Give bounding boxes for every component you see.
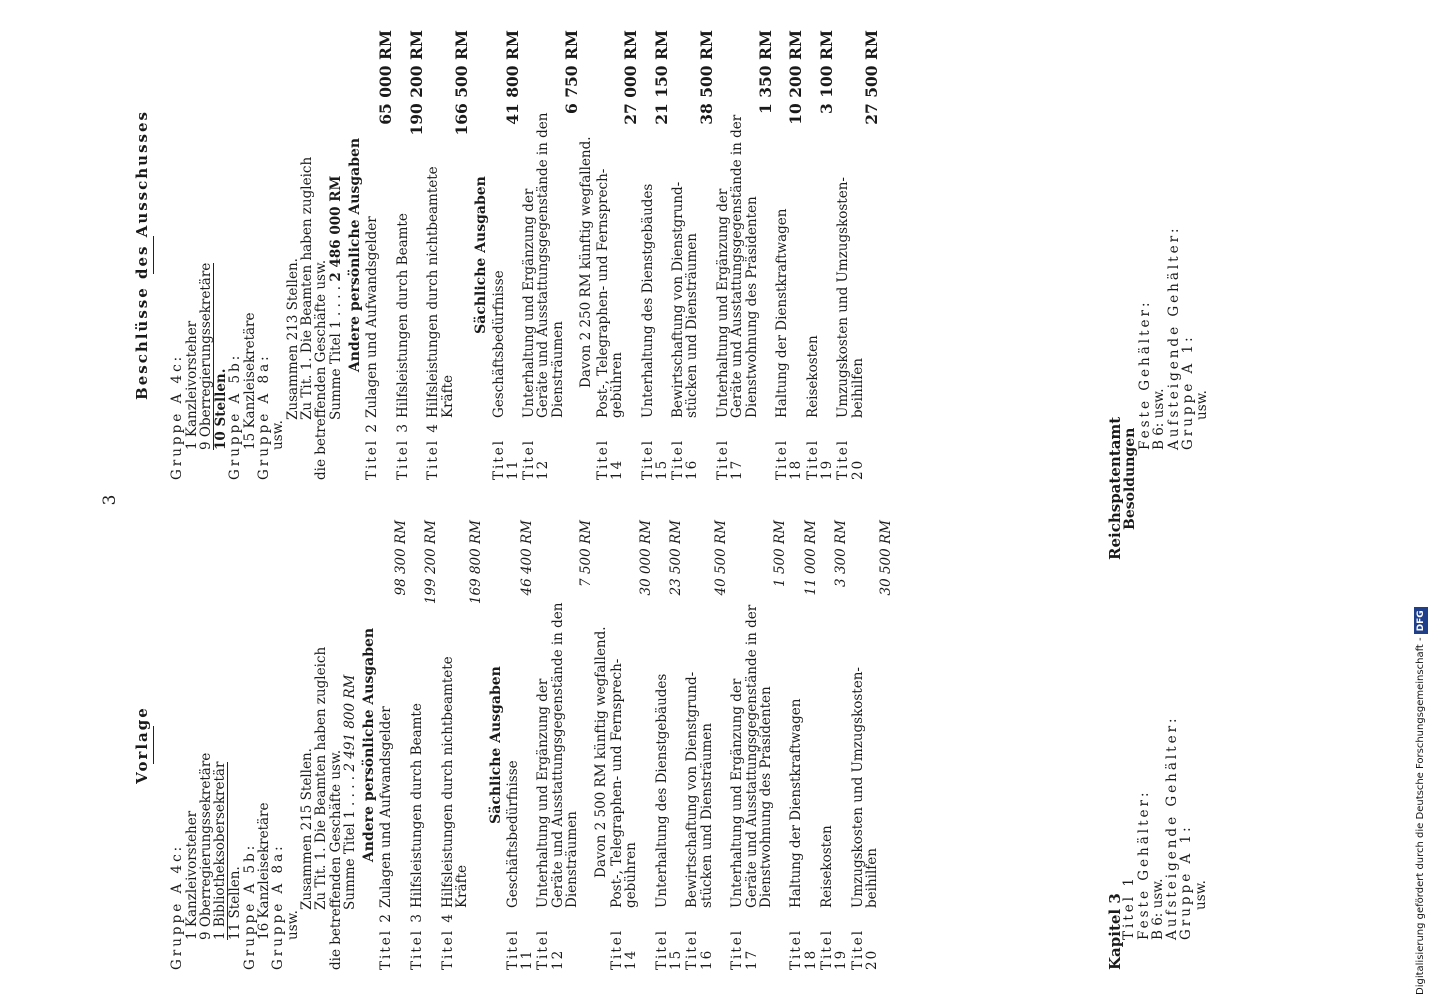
column-vorlage (135, 520, 894, 970)
together-line: Zusammen 213 Stellen. (284, 258, 301, 420)
chapter-line: usw. (1194, 390, 1211, 420)
group-title: Gruppe A 8a: (256, 353, 273, 480)
budget-entry: Titel 12 Unterhaltung und Ergänzung der Geräte und Ausstattungsgegenstände in den Diensträumen 7 500 RM Davon 2 500 RM künftig wegfallend. (535, 520, 609, 970)
group-line: usw. (284, 910, 301, 940)
budget-entry: Titel 2 Zulagen und Aufwandsgelder 65 000 RM (364, 30, 396, 480)
chapter-line: Gruppe A 1: (1178, 824, 1195, 940)
chapter-line: usw. (1192, 880, 1209, 910)
budget-entry: Titel 19 Reisekosten 3 100 RM (804, 30, 837, 480)
budget-entry: Titel 14 Post-, Telegraphen- und Fernsprech- gebühren 27 000 RM (594, 30, 641, 480)
note-line: die betreffenden Geschäfte usw. (313, 259, 330, 480)
sum-line: Summe Titel 1 . . . . 2 486 000 RM (327, 175, 344, 420)
chapter-title: Reichspatentamt (1106, 416, 1124, 560)
chapter-line: B 6: usw. (1149, 878, 1166, 940)
group-line: 1 Kanzleivorsteher (183, 810, 200, 940)
budget-entry: Titel 12 Unterhaltung und Ergänzung der Geräte und Ausstattungsgegenstände in den Diensträumen 6 750 RM Davon 2 250 RM künftig wegfallend. (521, 30, 595, 480)
chapter-line: Aufsteigende Gehälter: (1164, 715, 1181, 940)
section-heading: Sächliche Ausgaben (487, 666, 504, 824)
budget-entry: Titel 14 Post-, Telegraphen- und Fernsprech- gebühren 30 000 RM (608, 520, 654, 970)
chapter-line: Feste Gehälter: (1135, 789, 1152, 940)
group-line: 1 Kanzleivorsteher (183, 320, 200, 450)
credit-text: Digitalisierung gefördert durch die Deutsche Forschungsgemeinschaft - (1415, 637, 1426, 995)
budget-entry: Titel 15 Unterhaltung des Dienstgebäudes 21 150 RM (639, 30, 671, 480)
heading-rule (153, 236, 154, 274)
group-title: Gruppe A 4c: (169, 353, 186, 480)
column-beschluesse (135, 30, 879, 480)
section-heading: Andere persönliche Ausgaben (346, 137, 363, 373)
chapter-label: Kapitel 3 (1106, 893, 1124, 970)
budget-entry: Titel 18 Haltung der Dienstkraftwagen 11 000 RM (788, 520, 819, 970)
group-total: 10 Stellen. (213, 368, 230, 450)
group-line: 9 Oberregierungssekretäre (197, 262, 214, 450)
note-line: Zu Tit. 1. Die Beamten haben zugleich (313, 646, 330, 910)
column-heading: Beschlüsse des Ausschusses (133, 110, 151, 400)
budget-entry: Titel 18 Haltung der Dienstkraftwagen 10 200 RM (774, 30, 806, 480)
chapter-right (1138, 30, 1209, 450)
budget-entry: Titel 20 Umzugskosten und Umzugskosten- beihilfen 27 500 RM (835, 30, 881, 480)
note-line: Zu Tit. 1. Die Beamten haben zugleich (298, 156, 315, 420)
budget-entry: Titel 19 Reisekosten 3 300 RM (819, 520, 850, 970)
budget-entry: Titel 17 Unterhaltung und Ergänzung der Geräte und Ausstattungsgegenstände in der Dienstwohnung des Präsidenten 1 500 RM (729, 520, 789, 970)
group-title: Gruppe A 5b: (241, 842, 258, 970)
group-title: Gruppe A 8a: (270, 843, 287, 970)
group-total: 11 Stellen. (227, 866, 244, 940)
group-line: usw. (270, 420, 287, 450)
column-heading: Vorlage (133, 706, 151, 784)
group-title: Gruppe A 5b: (227, 352, 244, 480)
dfg-logo-icon: DFG (1414, 607, 1428, 634)
section-heading: Andere persönliche Ausgaben (361, 627, 378, 863)
chapter-line: B 6: usw. (1151, 388, 1168, 450)
chapter-subtitle: Besoldungen (1122, 427, 1138, 530)
budget-entry: Titel 16 Bewirtschaftung von Dienstgrund- stücken und Diensträumen 40 500 RM (684, 520, 729, 970)
group-title: Gruppe A 4c: (169, 843, 186, 970)
budget-entry: Titel 11 Geschäftsbedürfnisse 46 400 RM (504, 520, 536, 970)
group-line: 1 Bibliotheksobersekretär (212, 761, 229, 940)
chapter-line: Feste Gehälter: (1137, 299, 1153, 450)
budget-entry: Titel 3 Hilfsleistungen durch Beamte 190 200 RM (394, 30, 427, 480)
budget-entry: Titel 17 Unterhaltung und Ergänzung der Geräte und Ausstattungsgegenstände in der Dienstwohnung des Präsidenten 1 350 RM (714, 30, 775, 480)
budget-entry: Titel 4 Hilfsleistungen durch nichtbeamtete Kräfte 169 800 RM (439, 520, 485, 970)
budget-entry: Titel 3 Hilfsleistungen durch Beamte 199 200 RM (409, 520, 440, 970)
group-line: 15 Kanzleisekretäre (241, 312, 258, 450)
chapter-line: Aufsteigende Gehälter: (1165, 225, 1182, 450)
group-line: 16 Kanzleisekretäre (256, 802, 273, 940)
note-line: die betreffenden Geschäfte usw. (327, 749, 344, 970)
rotated-document-page (100, 30, 1211, 970)
group-line: 9 Oberregierungssekretäre (197, 752, 214, 940)
budget-entry: Titel 2 Zulagen und Aufwandsgelder 98 300 RM (378, 520, 409, 970)
chapter-line: Titel 1 (1121, 875, 1138, 940)
digitization-credit (1414, 5, 1428, 995)
together-line: Zusammen 215 Stellen. (298, 748, 315, 910)
budget-entry: Titel 16 Bewirtschaftung von Dienstgrund- stücken und Diensträumen 38 500 RM (670, 30, 716, 480)
heading-rule (153, 726, 154, 764)
budget-entry: Titel 20 Umzugskosten und Umzugskosten- beihilfen 30 500 RM (849, 520, 895, 970)
sum-line: Summe Titel 1 . . . . 2 491 800 RM (341, 674, 358, 910)
chapter-line: Gruppe A 1: (1179, 334, 1196, 450)
budget-entry: Titel 4 Hilfsleistungen durch nichtbeamtete Kräfte 166 500 RM (425, 30, 471, 480)
section-heading: Sächliche Ausgaben (473, 176, 490, 334)
budget-entry: Titel 15 Unterhaltung des Dienstgebäudes 23 500 RM (653, 520, 685, 970)
budget-entry: Titel 11 Geschäftsbedürfnisse 41 800 RM (490, 30, 522, 480)
chapter-left (1108, 530, 1208, 970)
page-number: 3 (100, 494, 120, 506)
